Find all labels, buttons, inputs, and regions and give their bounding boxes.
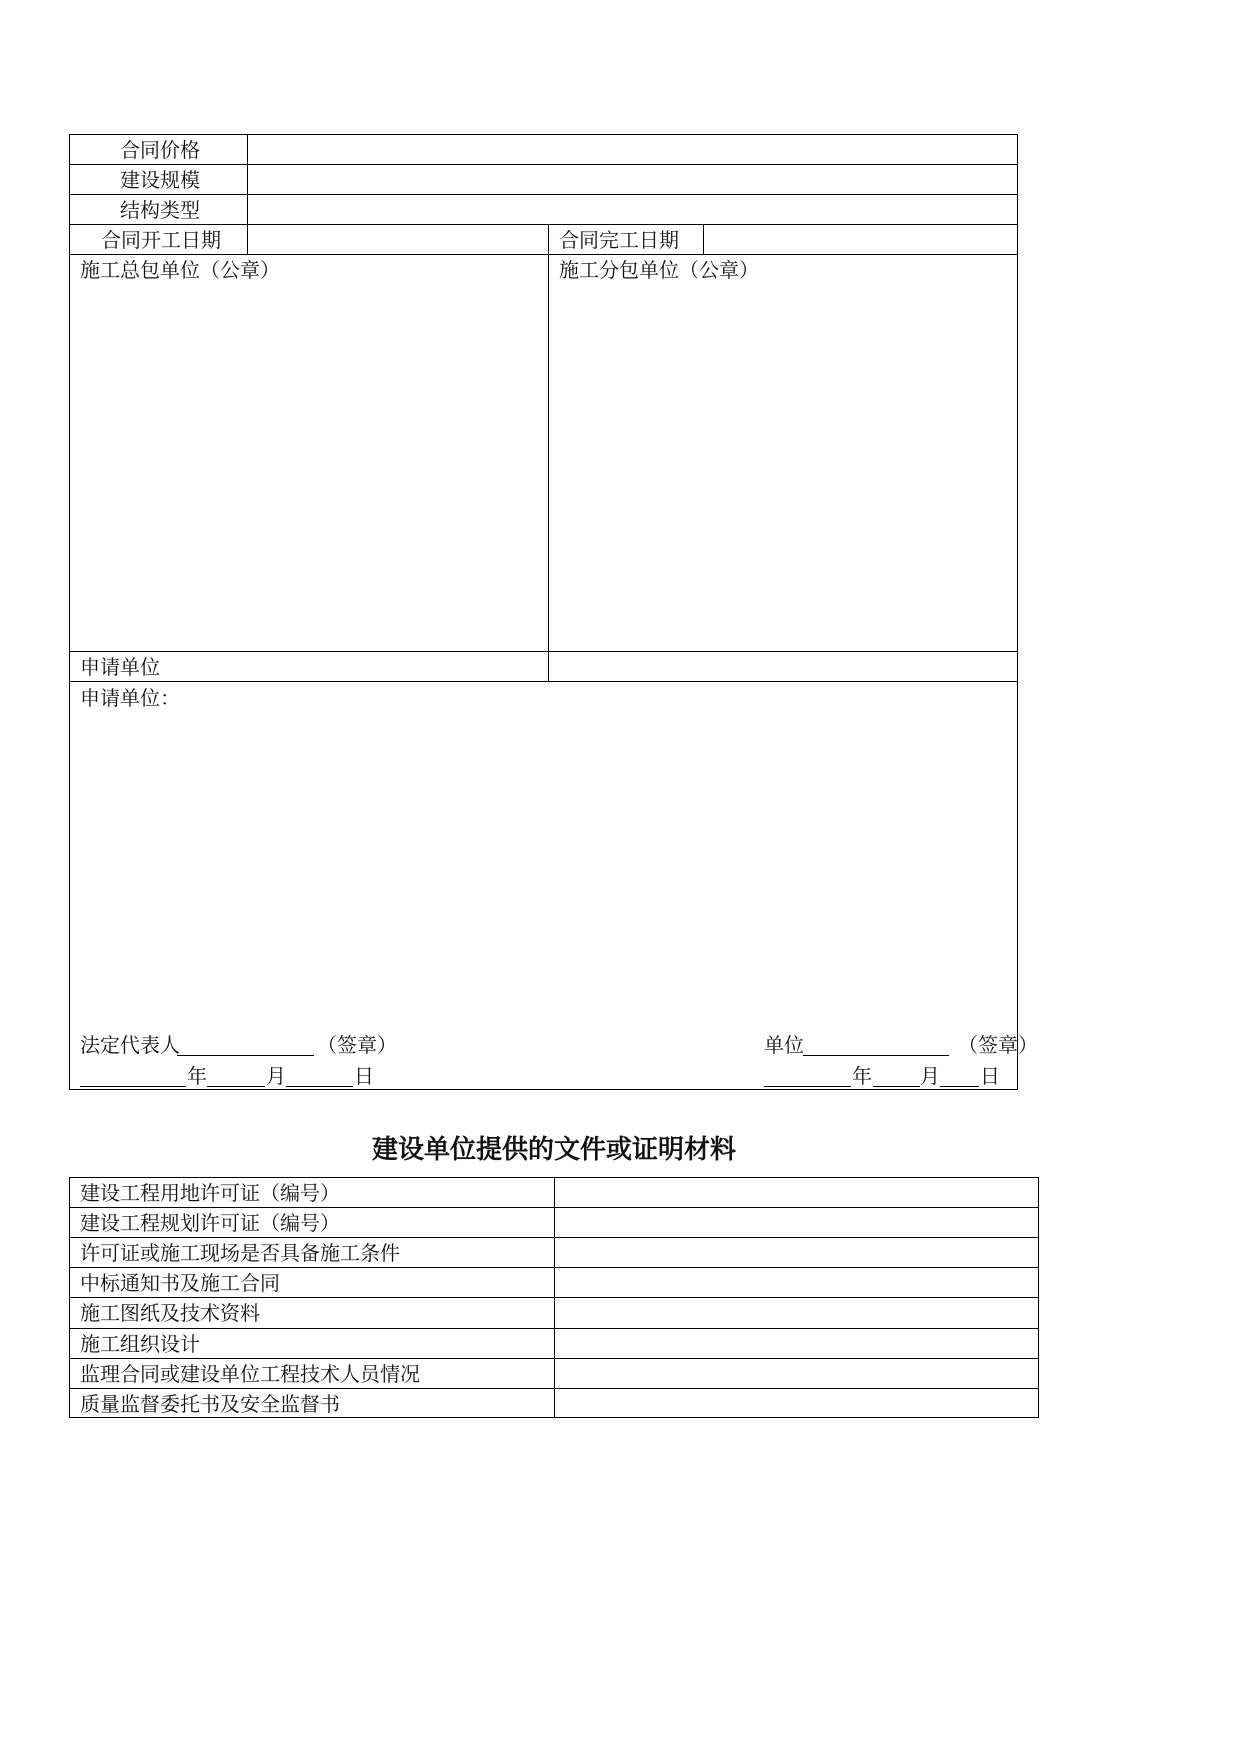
general-contractor-seal-area[interactable] [71, 284, 547, 649]
legal-representative-seal-label: （签章） [317, 1033, 397, 1057]
material-row-label: 监理合同或建设单位工程技术人员情况 [80, 1362, 420, 1386]
date-month-label-left: 月 [266, 1064, 286, 1088]
material-row-label: 施工图纸及技术资料 [80, 1301, 260, 1325]
date-day-label-left: 日 [354, 1064, 374, 1088]
unit-signature-line[interactable] [803, 1055, 949, 1056]
date-year-label-left: 年 [187, 1064, 207, 1088]
material-row-label: 建设工程规划许可证（编号） [80, 1211, 340, 1235]
unit-seal-label: （签章） [958, 1033, 1038, 1057]
column-divider [703, 224, 704, 254]
construction-scale-field[interactable] [249, 166, 1016, 193]
date-year-label-right: 年 [852, 1064, 872, 1088]
material-row-value-field[interactable] [556, 1269, 1037, 1296]
contract-price-field[interactable] [249, 136, 1016, 163]
row-divider [69, 1388, 1039, 1389]
column-divider [247, 134, 248, 254]
date-month-label-right: 月 [920, 1064, 940, 1088]
material-row-label: 质量监督委托书及安全监督书 [80, 1392, 340, 1416]
date-year-line-left[interactable] [80, 1086, 186, 1087]
row-divider [69, 224, 1018, 225]
contract-start-date-field[interactable] [249, 226, 547, 253]
contract-end-date-field[interactable] [705, 226, 1016, 253]
subcontractor-seal-area[interactable] [550, 284, 1016, 649]
material-row-value-field[interactable] [556, 1299, 1037, 1326]
row-divider [69, 1207, 1039, 1208]
contract-end-date-label: 合同完工日期 [559, 228, 679, 252]
date-month-line-left[interactable] [207, 1086, 265, 1087]
contract-price-label: 合同价格 [120, 138, 200, 162]
unit-label: 单位 [764, 1033, 804, 1057]
date-day-line-right[interactable] [940, 1086, 979, 1087]
structure-type-label: 结构类型 [120, 198, 200, 222]
contract-start-date-label: 合同开工日期 [101, 228, 221, 252]
materials-section-title: 建设单位提供的文件或证明材料 [372, 1135, 737, 1165]
date-month-line-right[interactable] [873, 1086, 920, 1087]
row-divider [69, 651, 1018, 652]
subcontractor-seal-label: 施工分包单位（公章） [559, 258, 759, 282]
row-divider [69, 681, 1018, 682]
date-year-line-right[interactable] [764, 1086, 851, 1087]
construction-scale-label: 建设规模 [120, 168, 200, 192]
row-divider [69, 194, 1018, 195]
material-row-value-field[interactable] [556, 1179, 1037, 1206]
date-day-label-right: 日 [980, 1064, 1000, 1088]
material-row-value-field[interactable] [556, 1239, 1037, 1266]
applicant-label: 申请单位 [80, 655, 160, 679]
legal-representative-signature-line[interactable] [177, 1055, 314, 1056]
column-divider [548, 224, 549, 681]
general-contractor-seal-label: 施工总包单位（公章） [80, 258, 280, 282]
row-divider [69, 1328, 1039, 1329]
applicant-section-label: 申请单位： [80, 686, 180, 710]
row-divider [69, 254, 1018, 255]
material-row-label: 建设工程用地许可证（编号） [80, 1181, 340, 1205]
structure-type-field[interactable] [249, 196, 1016, 223]
row-divider [69, 164, 1018, 165]
applicant-opinion-area[interactable] [71, 712, 1016, 1022]
material-row-label: 中标通知书及施工合同 [80, 1271, 280, 1295]
material-row-value-field[interactable] [556, 1390, 1037, 1417]
material-row-value-field[interactable] [556, 1360, 1037, 1387]
date-day-line-left[interactable] [286, 1086, 353, 1087]
material-row-label: 许可证或施工现场是否具备施工条件 [80, 1241, 400, 1265]
material-row-label: 施工组织设计 [80, 1332, 200, 1356]
legal-representative-label: 法定代表人 [80, 1033, 180, 1057]
applicant-field[interactable] [550, 653, 1016, 680]
row-divider [69, 1267, 1039, 1268]
row-divider [69, 1297, 1039, 1298]
row-divider [69, 1237, 1039, 1238]
row-divider [69, 1358, 1039, 1359]
material-row-value-field[interactable] [556, 1209, 1037, 1236]
material-row-value-field[interactable] [556, 1330, 1037, 1357]
